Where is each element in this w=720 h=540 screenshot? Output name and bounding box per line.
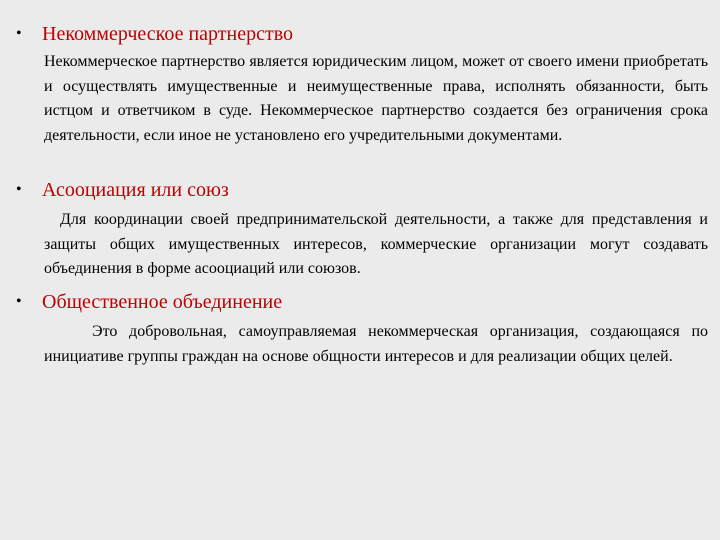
heading-text: Некоммерческое партнерство (42, 23, 294, 45)
heading-text: Асооциация или союз (42, 179, 229, 201)
bullet-icon: • (16, 293, 22, 310)
heading-text: Общественное объединение (42, 291, 283, 313)
section-paragraph: Это добровольная, самоуправляемая некоммерческая организация, создающаяся по инициативе группы граждан на основе общности интересов и для реализации общих целей. (44, 323, 708, 365)
bullet-icon: • (16, 25, 22, 42)
section-heading (16, 178, 229, 202)
section-heading (16, 22, 293, 46)
section-paragraph: Для координации своей предпринимательской деятельности, а также для представления и защиты общих имущественных интересов, коммерческие организации могут создавать объединения в форме асооциаций или союзов. (44, 211, 708, 277)
section-paragraph: Некоммерческое партнерство является юридическим лицом, может от своего имени приобретать и осуществлять имущественные и неимущественные права, исполнять обязанности, быть истцом и ответчиком в суде. Некоммерческое партнерство создается без ограничения срока деятельности, если иное не установлено его учредительными документами. (44, 53, 708, 144)
section-heading (16, 290, 282, 314)
bullet-icon: • (16, 181, 22, 198)
